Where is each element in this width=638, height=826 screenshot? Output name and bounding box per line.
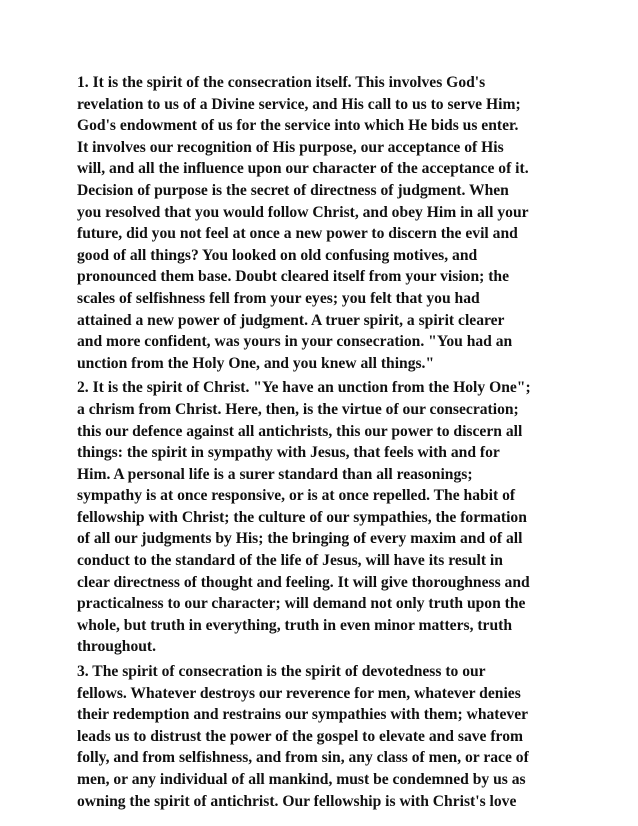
text-line: sympathy is at once responsive, or is at once repelled. The habit of xyxy=(77,487,516,505)
text-line: attained a new power of judgment. A truer spirit, a spirit clearer xyxy=(77,311,505,329)
text-line: leads us to distrust the power of the gospel to elevate and save from xyxy=(77,727,523,745)
body-text xyxy=(77,72,577,815)
text-line: whole, but truth in everything, truth in even minor matters, truth xyxy=(77,616,513,634)
text-line: God's endowment of us for the service into which He bids us enter. xyxy=(77,117,519,135)
paragraph-1 xyxy=(77,72,577,374)
text-line: scales of selfishness fell from your eyes; you felt that you had xyxy=(77,289,480,307)
text-line: 3. The spirit of consecration is the spirit of devotedness to our xyxy=(77,663,486,681)
text-line: their redemption and restrains our sympathies with them; whatever xyxy=(77,706,529,724)
text-line: It involves our recognition of His purpose, our acceptance of His xyxy=(77,138,504,156)
text-line: folly, and from selfishness, and from sin, any class of men, or race of xyxy=(77,749,529,767)
text-line: owning the spirit of antichrist. Our fellowship is with Christ's love xyxy=(77,792,517,810)
text-line: throughout. xyxy=(77,638,157,656)
paragraph-3 xyxy=(77,661,577,812)
text-line: you resolved that you would follow Christ, and obey Him in all your xyxy=(77,203,529,221)
text-line: Decision of purpose is the secret of directness of judgment. When xyxy=(77,181,509,199)
text-line: 1. It is the spirit of the consecration itself. This involves God's xyxy=(77,74,486,91)
text-line: clear directness of thought and feeling. It will give thoroughness and xyxy=(77,573,530,591)
text-line: fellowship with Christ; the culture of our sympathies, the formation xyxy=(77,508,527,526)
text-line: unction from the Holy One, and you knew all things." xyxy=(77,354,435,372)
text-line: a chrism from Christ. Here, then, is the virtue of our consecration; xyxy=(77,400,519,418)
text-line: things: the spirit in sympathy with Jesus, that feels with and for xyxy=(77,444,500,462)
paragraph-2 xyxy=(77,377,577,658)
text-line: will, and all the influence upon our character of the acceptance of it. xyxy=(77,160,529,178)
text-line: of all our judgments by His; the bringing of every maxim and of all xyxy=(77,530,523,548)
text-line: Him. A personal life is a surer standard than all reasonings; xyxy=(77,465,473,483)
text-line: men, or any individual of all mankind, must be condemned by us as xyxy=(77,771,526,788)
text-line: future, did you not feel at once a new power to discern the evil and xyxy=(77,225,518,243)
text-line: revelation to us of a Divine service, and His call to us to serve Him; xyxy=(77,95,521,113)
text-line: good of all things? You looked on old confusing motives, and xyxy=(77,246,478,264)
text-line: conduct to the standard of the life of Jesus, will have its result in xyxy=(77,552,503,570)
text-line: 2. It is the spirit of Christ. "Ye have an unction from the Holy One"; xyxy=(77,379,531,397)
text-line: practicalness to our character; will demand not only truth upon the xyxy=(77,595,526,613)
text-line: fellows. Whatever destroys our reverence for men, whatever denies xyxy=(77,684,521,702)
text-line: pronounced them base. Doubt cleared itself from your vision; the xyxy=(77,268,510,286)
text-line: and more confident, was yours in your consecration. "You had an xyxy=(77,333,513,351)
text-line: this our defence against all antichrists, this our power to discern all xyxy=(77,422,523,440)
